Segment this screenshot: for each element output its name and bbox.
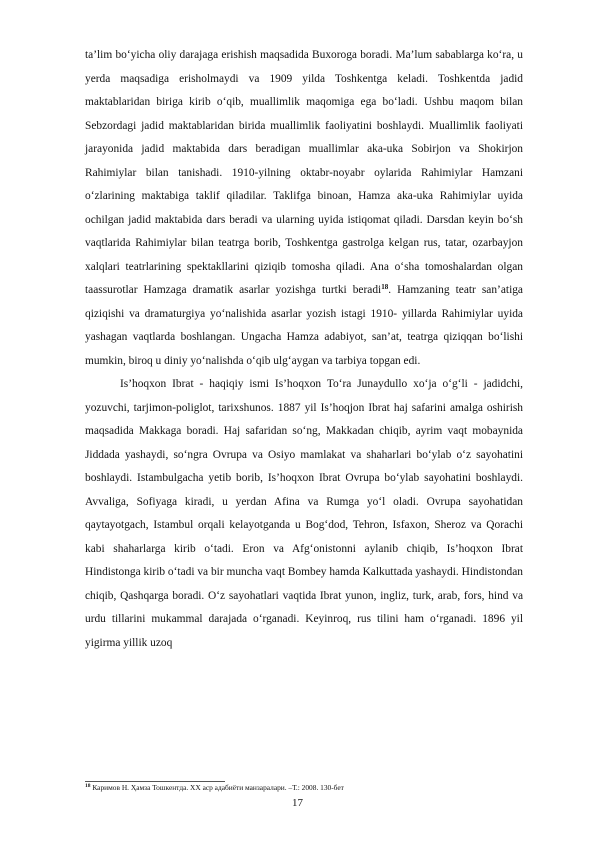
page-number: 17 xyxy=(292,797,303,809)
footnote-number: 18 xyxy=(85,783,91,789)
paragraph-1-text-a: ta’lim bo‘yicha oliy darajaga erishish maqsadida Buxoroga boradi. Ma’lum sabablarga ko‘ra, u yerda maqsadiga erisholmaydi va 1909 yilda Toshkentga keladi. Toshkentda jadid maktablaridan biriga kirib o‘qib, muallimlik maqomiga ega bo‘ladi. Ushbu maqom bilan Sebzordagi jadid maktablaridan birida muallimlik faoliyatini boshlaydi. Muallimlik faoliyati jarayonida jadid maktabida dars beradigan muallimlar aka-uka Sobirjon va Shokirjon Rahimiylar bilan tanishadi. 1910-yilning oktabr-noyabr oylarida Rahimiylar Hamzani o‘zlarining maktabiga taklif qiladilar. Taklifga binoan, Hamza aka-uka Rahimiylar uyida ochilgan jadid maktabida dars beradi va ularning uyida istiqomat qiladi. Darsdan keyin bo‘sh vaqtlarida Rahimiylar bilan teatrga borib, Toshkentga gastrolga kelgan rus, tatar, ozarbayjon xalqlari teatrlarining spektakllarini qiziqib tomosha qiladi. Ana o‘sha tomoshalardan olgan taassurotlar Hamzaga dramatik asarlar yozishga turtki beradi xyxy=(85,49,523,296)
paragraph-1 xyxy=(85,44,523,373)
footnote-divider xyxy=(85,781,225,782)
paragraph-2: Is’hoqxon Ibrat - haqiqiy ismi Is’hoqxon To‘ra Junaydullo xo‘ja o‘g‘li - jadidchi, yozuvchi, tarjimon-poliglot, tarixshunos. 1887 yil Is’hoqjon Ibrat haj safarini amalga oshirish maqsadida Makkaga boradi. Haj safaridan so‘ng, Makkadan chiqib, ayrim vaqt mobaynida Jiddada yashaydi, so‘ngra Ovrupa va Osiyo mamlakat va shaharlari bo‘ylab o‘z sayohatini boshlaydi. Istambulgacha yetib borib, Is’hoqxon Ibrat Ovrupa bo‘ylab sayohatini boshlaydi. Avvaliga, Sofiyaga kiradi, u yerdan Afina va Rumga yo‘l oladi. Ovrupa sayohatidan qaytayotgach, Istambul orqali kelayotganda u Bog‘dod, Tehron, Isfaxon, Sheroz va Qorachi kabi shaharlarga kirib o‘tadi. Eron va Afg‘onistonni aylanib chiqib, Is’hoqxon Ibrat Hindistonga kirib o‘tadi va bir muncha vaqt Bombey hamda Kalkuttada yashaydi. Hindistondan chiqib, Qashqarga boradi. O‘z sayohatlari vaqtida Ibrat yunon, ingliz, turk, arab, fors, hind va urdu tillarini mukammal darajada o‘rganadi. Keyinroq, rus tilini ham o‘rganadi. 1896 yil yigirma yillik uzoq xyxy=(85,378,523,649)
footnote-text: Каримов Н. Ҳамза Тошкентда. XX аср адабиёти манзаралари. –Т.: 2008. 130-бет xyxy=(90,783,344,792)
footnote-reference[interactable]: 18 xyxy=(381,283,389,291)
footnote xyxy=(85,783,523,793)
page-body xyxy=(85,44,523,655)
paragraph-1-text-b: . Hamzaning teatr san’atiga qiziqishi va dramaturgiya yo‘nalishida asarlar yozish istagi 1910- yillarda Rahimiylar uyida yashagan vaqtlarda boshlangan. Ungacha Hamza adabiyot, san’at, teatrga qiziqqan bo‘lishi mumkin, biroq u diniy yo‘nalishda o‘qib ulg‘aygan va tarbiya topgan edi. xyxy=(85,284,523,367)
